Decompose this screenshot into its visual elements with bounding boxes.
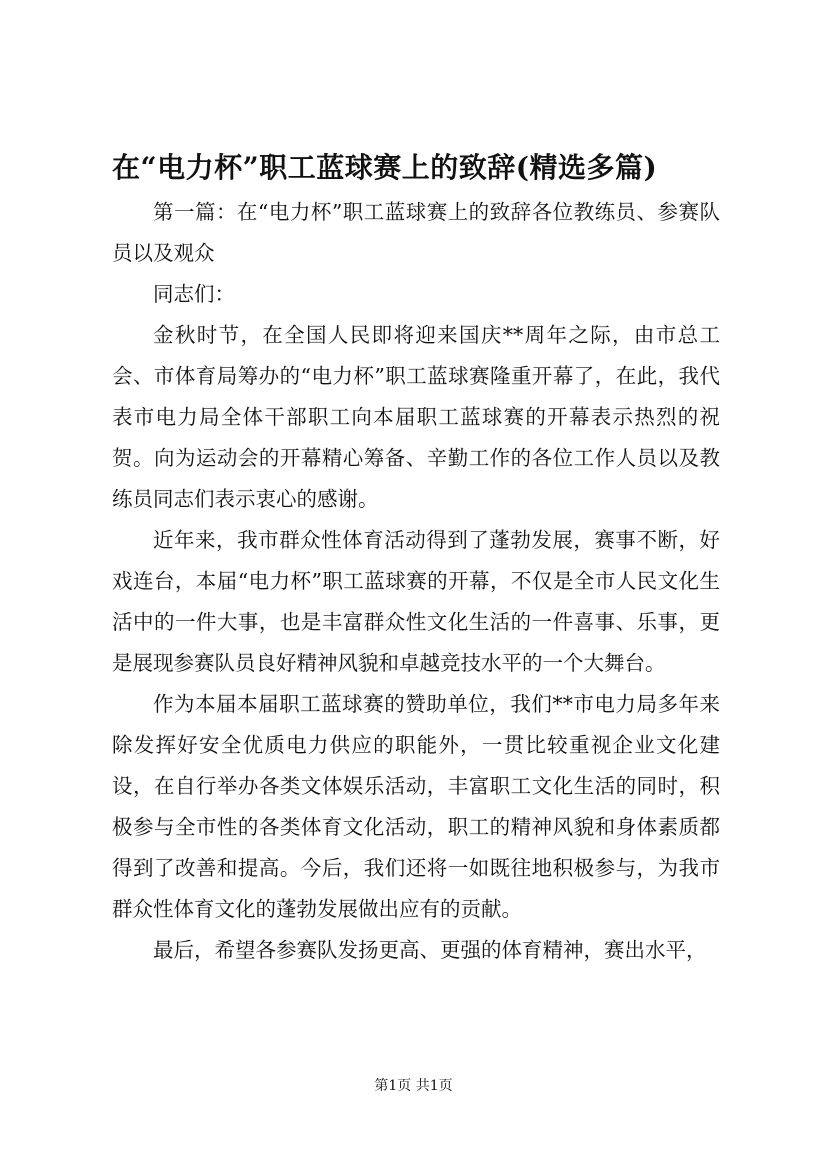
page-footer: 第1页 共1页 [374,1078,453,1094]
document-body [112,192,720,971]
paragraph-closing: 最后，希望各参赛队发扬更高、更强的体育精神，赛出水平， [153,938,707,962]
paragraph-congratulation: 金秋时节，在全国人民即将迎来国庆**周年之际，由市总工会、市体育局筹办的“电力杯”职工蓝球赛隆重开幕了，在此，我代表市电力局全体干部职工向本届职工蓝球赛的开幕表示热烈的祝贺。向为运动会的开幕精心筹备、辛勤工作的各位工作人员以及教练员同志们表示衷心的感谢。 [112,323,720,511]
paragraph-sponsor: 作为本届本届职工蓝球赛的赞助单位，我们**市电力局多年来除发挥好安全优质电力供应的职能外，一贯比较重视企业文化建设，在自行举办各类文体娱乐活动，丰富职工文化生活的同时，积极参与全市性的各类体育文化活动，职工的精神风貌和身体素质都得到了改善和提高。今后，我们还将一如既往地积极参与，为我市群众性体育文化的蓬勃发展做出应有的贡献。 [112,692,720,921]
document-title: 在“电力杯”职工蓝球赛上的致辞(精选多篇) [112,151,658,184]
paragraph-development: 近年来，我市群众性体育活动得到了蓬勃发展，赛事不断，好戏连台，本届“电力杯”职工蓝球赛的开幕，不仅是全市人民文化生活中的一件大事，也是丰富群众性文化生活的一件喜事、乐事，更是展现参赛队员良好精神风貌和卓越竞技水平的一个大舞台。 [112,528,720,675]
paragraph-salutation: 同志们： [153,282,235,306]
paragraph-intro: 第一篇：在“电力杯”职工蓝球赛上的致辞各位教练员、参赛队员以及观众 [112,200,720,265]
